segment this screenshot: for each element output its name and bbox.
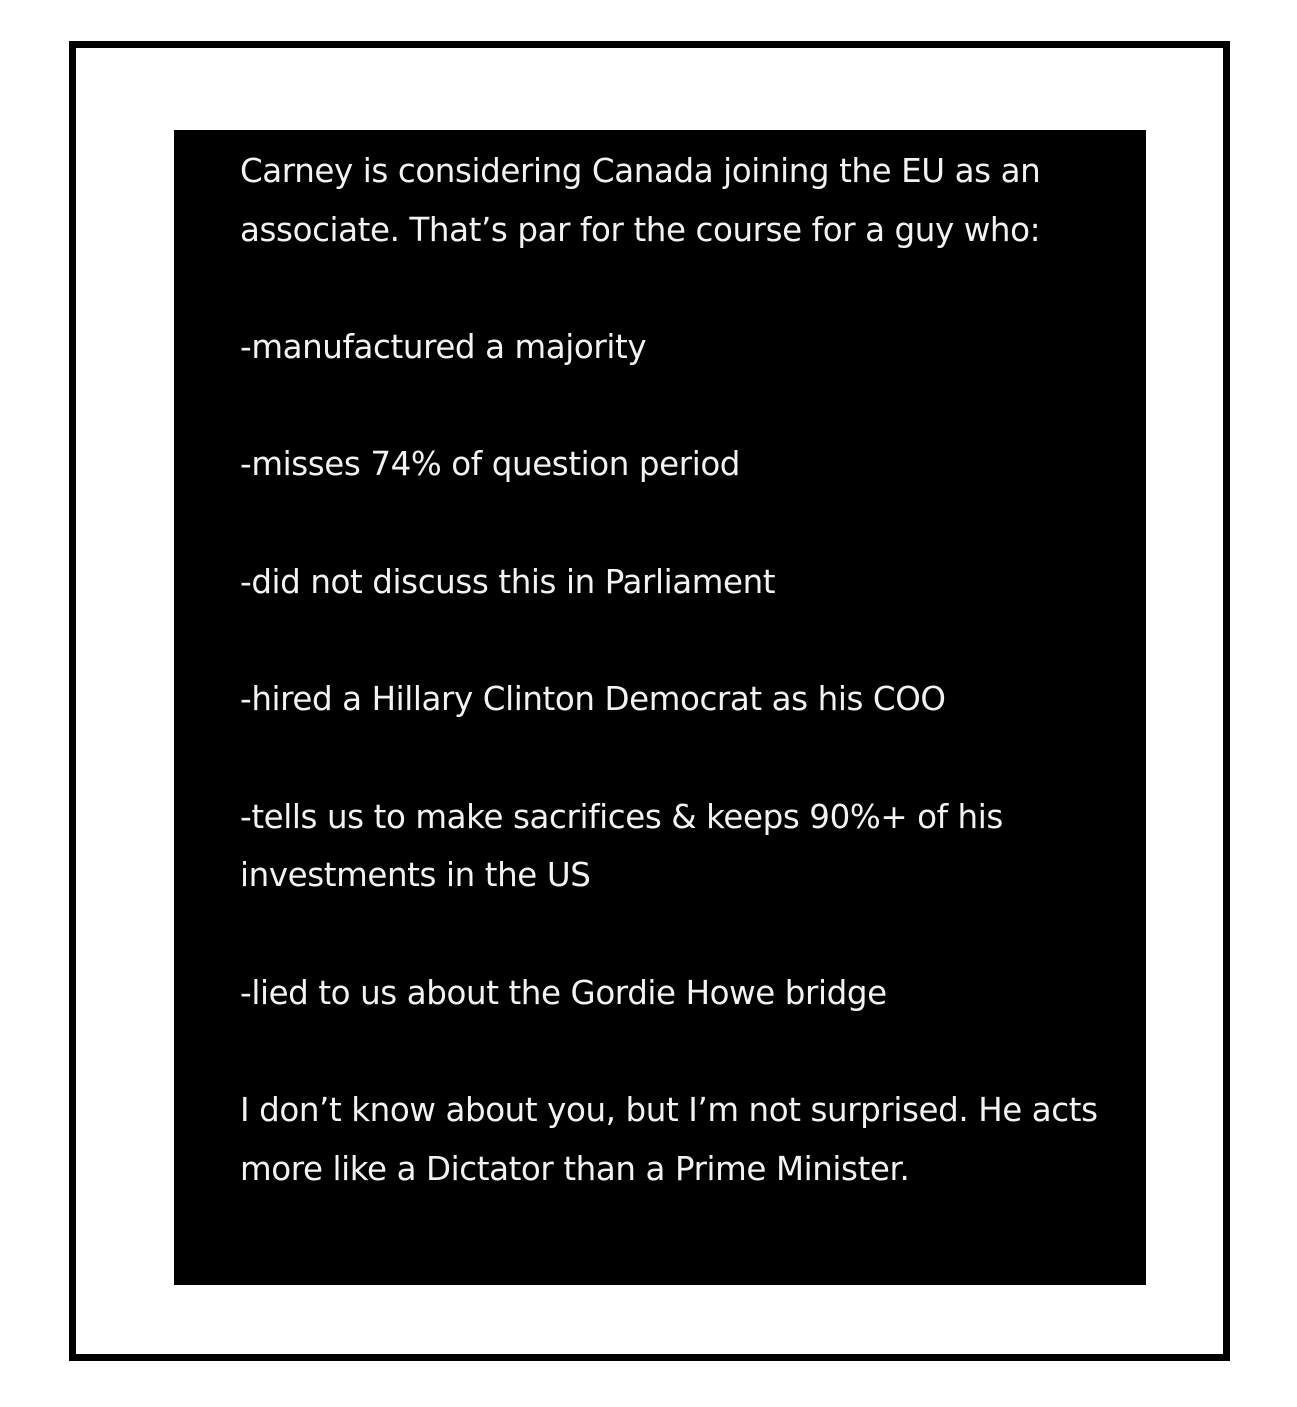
list-item: -misses 74% of question period (240, 445, 741, 484)
list-item: -hired a Hillary Clinton Democrat as his COO (240, 680, 946, 719)
post-body (240, 142, 1120, 1199)
closing-paragraph: I don’t know about you, but I’m not surprised. He acts more like a Dictator than a Prime Minister. (240, 1091, 1098, 1188)
list-item: -did not discuss this in Parliament (240, 562, 776, 601)
list-item: -tells us to make sacrifices & keeps 90%+ of his investments in the US (240, 797, 1003, 895)
list-item: -manufactured a majority (240, 328, 647, 367)
post-card (174, 130, 1146, 1285)
intro-paragraph: Carney is considering Canada joining the EU as an associate. That’s par for the course for a guy who: (240, 152, 1041, 249)
list-item: -lied to us about the Gordie Howe bridge (240, 973, 887, 1012)
